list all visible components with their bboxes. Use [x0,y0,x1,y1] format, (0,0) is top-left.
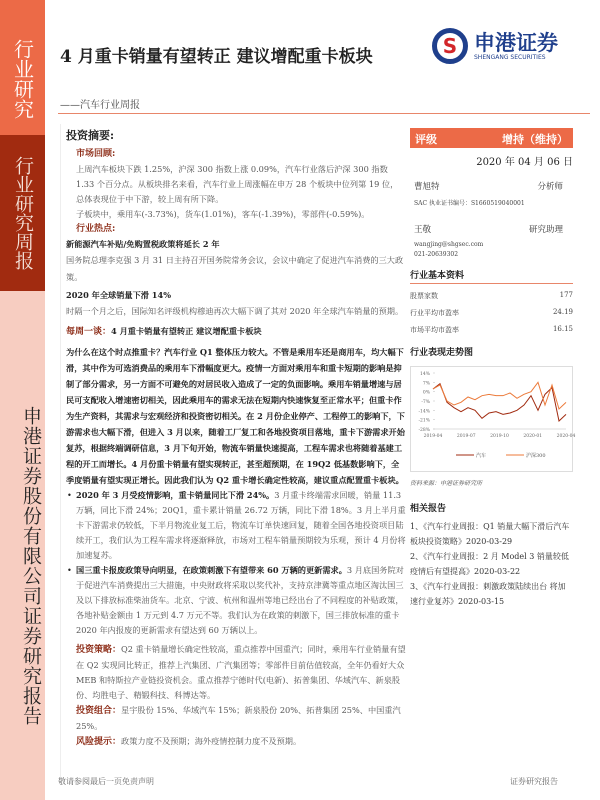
hot2-text: 时隔一个月之后，国际知名评级机构穆迪再次大幅下调了其对 2020 年全球汽车销量的预期。 [66,306,404,316]
sidebar-category: 行业研究周报 [0,135,45,291]
logo-cn: 申港证券 [474,30,558,55]
footer-label: 证券研究报告 [510,777,558,786]
footer-disclaimer: 敬请参阅最后一页免责声明 [58,777,154,786]
analyst-phone: 021-20639302 [414,251,459,258]
weekly-label: 每周一谈： [66,327,112,337]
rating-bar [410,128,573,148]
basic-info-table [410,291,573,335]
right-column [410,128,576,610]
y-tick-label: -14% [418,409,430,415]
x-tick-label: 2019-07 [456,434,476,439]
strategy-label: 投资策略： [76,645,122,655]
related-report-link[interactable]: 3、《汽车行业周报：刺激政策陆续出台 将加速行业复苏》2020-03-15 [410,582,566,606]
basic-info-key: 市场平均市盈率 [410,326,459,334]
rating-label: 评级 [415,133,437,146]
hot2-title: 2020 年全球销量下滑 14% [66,290,171,300]
bullet-1-title: 2020 年 3 月受疫情影响，重卡销量同比下滑 24%。 [76,490,275,500]
hot1-title: 新能源汽车补贴/免购置税政策将延长 2 年 [66,239,220,249]
weekly-title: 4 月重卡销量有望转正 建议增配重卡板块 [111,326,262,336]
x-tick-label: 2019-04 [423,434,443,439]
investment-summary [66,128,406,750]
x-tick-label: 2019-10 [490,434,509,439]
weekly-text: 为什么在这个时点推重卡？汽车行业 Q1 整体压力较大。不管是乘用车还是商用车，均大幅下滑，其中作为可选消费品的乘用车下滑幅度更大。疫情一方面对乘用车和重卡短期的影响是抑制了部分需求，另一方面不可避免的对居民收入造成了一定的负面影响。乘用车销量增速与居民可支配收入增速密切相关，因此乘用车的需求无法在短期内快速恢复至正常水平；但重卡作为生产资料，其需求与宏观经济和投资密切相关。在 2 月份企业停产、工程停工的影响下，下游需求也大幅下滑，但进入 3 月以来，随着工厂复工和各地投资项目落地，重卡下游需求开始复苏，根据终端调研信息，3 月下旬开始，物流车销量快速提高，工程车需求也将随着基建工程的开工而增长。4 月份重卡销量有望实现转正，甚至超预期，在 19Q2 低基数影响下，全季度销量有望实现正增长。因此我们认为 Q2 重卡增长确定性较高，建议重点配置重卡板块。 [66,347,405,485]
portfolio-text: 星宇股份 15%、华域汽车 15%；新泉股份 20%、拓普集团 25%、中国重汽 25%。 [76,705,401,731]
summary-heading: 投资摘要: [66,129,115,142]
y-tick-label: -7% [421,400,430,405]
legend-label: 沪深300 [526,453,546,459]
sub-sector-text: 子板块中，乘用车(-3.73%)，货车(1.01%)，客车(-1.39%)，零部件(-0.59%)。 [76,209,370,219]
chart-source: 资料来源：申港证券研究所 [410,480,483,487]
analyst-sac: SAC 执业证书编号：S1660519040001 [414,200,525,207]
related-title: 相关报告 [410,504,447,514]
basic-info-key: 行业平均市盈率 [410,309,459,317]
risk-label: 风险提示： [76,737,122,747]
series-line-1 [433,382,566,409]
basic-info-value: 16.15 [552,325,573,333]
report-date: 2020 年 04 月 06 日 [476,157,573,168]
bullet-2-title: 国三重卡报废政策导向明显，在政策刺激下有望带来 60 万辆的更新需求。 [76,565,347,575]
basic-info-value: 24.19 [552,308,573,316]
basic-info-row [410,308,573,318]
related-report-link[interactable]: 2、《汽车行业周报：2 月 Model 3 销量较低 疫情后有望提高》2020-03-22 [410,552,569,576]
bullet-1-text: 3 月重卡终端需求回暖，销量 11.3 万辆，同比下滑 24%；20Q1，重卡累计销量 26.72 万辆，同比下滑 18%。3 月上半月重卡下游需求仍较低，下半月物流业复工后，物流车订单快速回复，随着全国各地投资项目陆续开工，我们认为工程车需求将逐渐释放，市场对工程车销量预期较为乐观，预计 4 月份将加速复苏。 [76,490,406,560]
y-tick-label: 7% [422,381,430,387]
bullet-2 [66,563,406,638]
y-tick-label: -21% [418,418,430,424]
report-subtitle: ——汽车行业周报 [60,100,140,111]
performance-chart [410,366,576,472]
basic-info-title: 行业基本资料 [410,268,573,284]
logo-icon: S [432,28,468,64]
analyst-role: 研究助理 [528,225,563,235]
hot1-text: 国务院总理李克强 3 月 31 日主持召开国务院常务会议，会议中确定了促进汽车消费的三大政策。 [66,255,404,282]
basic-info-row [410,325,573,335]
rating-value: 增持（维持） [502,133,568,146]
logo-en: SHENGANG SECURITIES [474,53,546,61]
risk-text: 政策力度不及预期；海外疫情控制力度不及预期。 [121,736,302,746]
chart-svg [411,367,576,471]
bullet-2-text: 3 月底国务院对于促进汽车消费提出三大措施，中央财政将采取以奖代补，支持京津冀等重点地区淘汰国三及以下排放标准柴油货车。北京、宁波、杭州和温州等地已经出台了不同程度的补贴政策，各地补贴金额由 1 万元到 4.7 万元不等。我们认为在政策的刺激下，国三排放标准的重卡 2020 年内报废的更新需求有望达到 60 万辆以上。 [76,565,404,635]
header-divider [58,113,590,114]
basic-info-row [410,291,573,301]
bullet-1 [66,488,406,563]
x-tick-label: 2020-01 [523,434,543,439]
y-tick-label: 14% [419,372,430,377]
analyst-role: 分析师 [537,182,563,192]
company-logo [432,28,558,64]
basic-info-key: 股票家数 [410,292,438,300]
analyst-email[interactable]: wangjing@shgsec.com [414,241,484,248]
basic-info-value: 177 [559,291,573,299]
analysts [410,180,573,258]
x-tick-label: 2020-04 [556,434,576,439]
chart-title: 行业表现走势图 [410,348,474,358]
report-title: 4 月重卡销量有望转正 建议增配重卡板块 [60,47,373,67]
y-tick-label: 0% [422,390,430,396]
hot-label: 行业热点: [76,224,116,234]
related-reports [410,520,573,609]
analyst-name: 王敬 [414,225,432,235]
analyst-name: 曹旭特 [414,182,440,192]
legend-label: 汽车 [476,453,487,459]
sidebar-top: 行业研究 [0,0,45,135]
market-label: 市场回顾: [76,149,116,159]
market-text: 上周汽车板块下跌 1.25%，沪深 300 指数上涨 0.09%，汽车行业落后沪深 300 指数 1.33 个百分点。从板块排名来看，汽车行业上周涨幅在申万 28 个板块中位列第 19 位，总体表现位于中下游，较上周有所下降。 [76,164,399,204]
y-tick-label: -28% [418,428,430,433]
portfolio-label: 投资组合： [76,706,122,716]
related-report-link[interactable]: 1、《汽车行业周报：Q1 销量大幅下滑后汽车板块投资策略》2020-03-29 [410,522,570,546]
sidebar-company: 申港证券股份有限公司证券研究报告 [0,291,45,800]
strategy-text: Q2 重卡销量增长确定性较高，重点推荐中国重汽；同时，乘用车行业销量有望在 Q2 实现同比转正，推荐上汽集团、广汽集团等；零部件目前估值较高，全年仍看好大众 MEB 和特斯拉产业链投资机会。重点推荐宁德时代(电新)、拓普集团、华域汽车、新泉股份、均胜电子、精锻科技、科博达等。 [76,644,406,700]
